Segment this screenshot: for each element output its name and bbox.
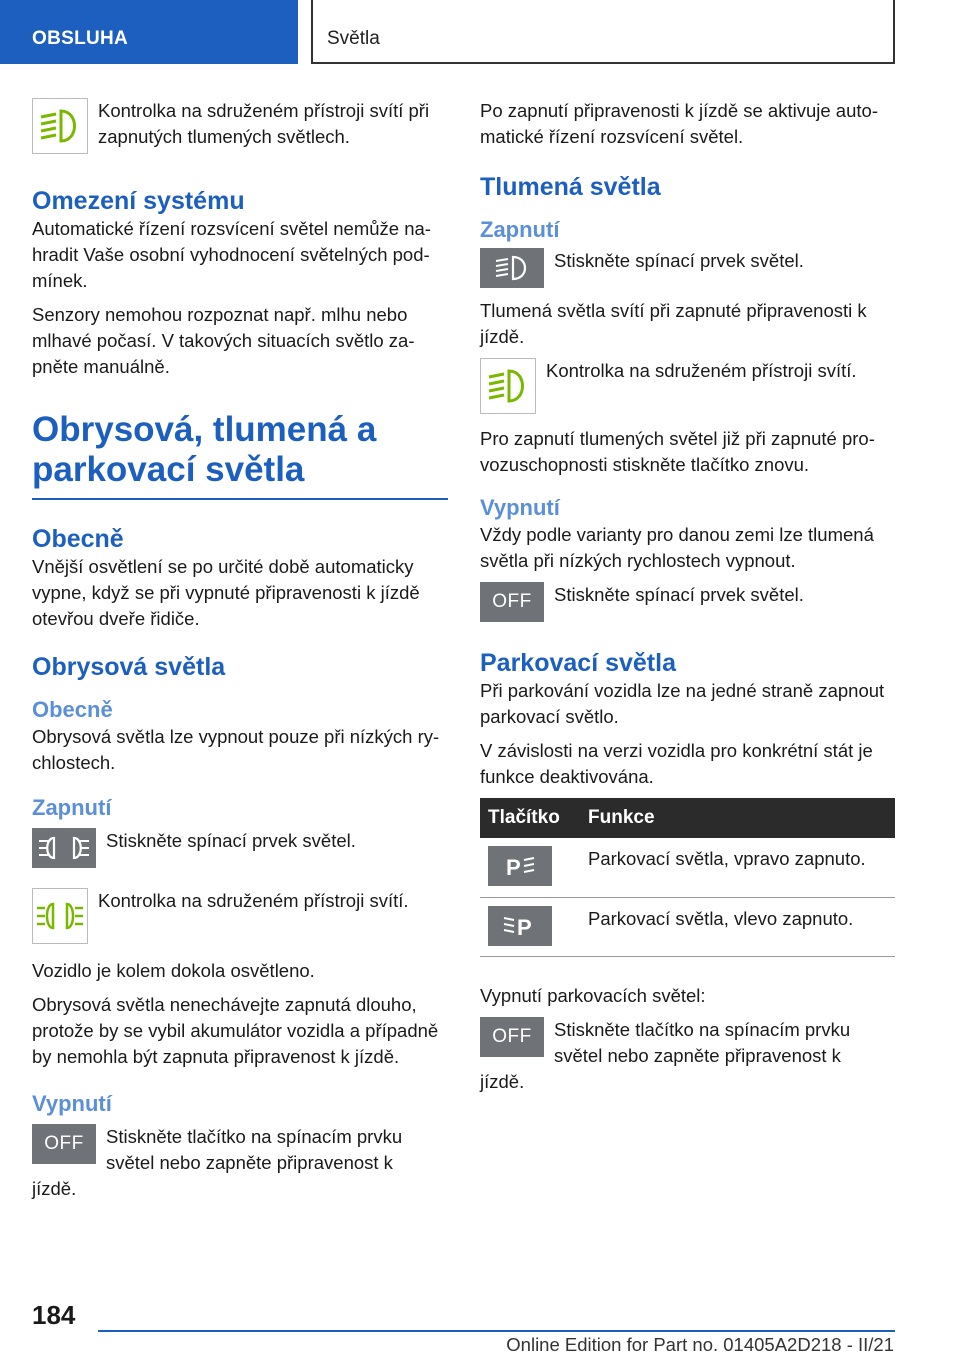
- tlumena-paragraph-1: Tlumená světla svítí při zapnuté připravenosti k jízdě.: [480, 300, 867, 347]
- parking-light-switch-row: [32, 828, 448, 868]
- off-button-row: [32, 1124, 448, 1176]
- off-instruction-continued: jízdě.: [480, 1070, 525, 1092]
- subtitle-zapnuti: Zapnutí: [480, 217, 560, 242]
- svg-text:P: P: [506, 855, 521, 880]
- section-label: OBSLUHA: [32, 28, 129, 49]
- footer-divider: [98, 1330, 895, 1332]
- table-row: [480, 838, 895, 897]
- parking-off-intro: Vypnutí parkovacích světel:: [480, 984, 706, 1006]
- vypnuti-paragraph: Vždy podle varianty pro danou zemi lze tlumená světla při nízkých rychlostech vypnout.: [480, 524, 874, 571]
- off-instruction-continued: jízdě.: [32, 1178, 77, 1199]
- section-title-obrysova: Obrysová světla: [32, 653, 226, 681]
- low-beam-indicator-row: [480, 358, 896, 414]
- parking-light-switch-icon: [32, 828, 96, 868]
- parking-right-button-icon: [488, 846, 552, 886]
- section-tab: [0, 0, 298, 64]
- page-number: 184: [32, 1300, 76, 1330]
- left-column: [32, 98, 448, 1210]
- section-title-parkovaci: Parkovací světla: [480, 649, 676, 677]
- column-header-function: Funkce: [580, 798, 895, 838]
- table-cell-icon: [480, 897, 580, 956]
- off-label: OFF: [492, 591, 532, 612]
- footer-edition: [506, 1334, 894, 1356]
- table-cell-function: Parkovací světla, vpravo zapnuto.: [580, 838, 895, 897]
- off-instruction: Stiskněte tlačítko na spínacím prvku světel nebo zapněte připravenost k: [106, 1126, 403, 1173]
- section-title-tlumena: Tlumená světla: [480, 173, 661, 201]
- parkovaci-paragraph-1: Při parkování vozidla lze na jedné straně zapnout parkovací světlo.: [480, 680, 885, 727]
- section-title-obecne: Obecně: [32, 525, 124, 553]
- parking-light-indicator-icon: [32, 888, 88, 944]
- chapter-label: Světla: [327, 28, 380, 49]
- low-beam-indicator-row: [32, 98, 448, 154]
- subtitle-vypnuti: Vypnutí: [480, 495, 560, 520]
- switch-instruction: Stiskněte spínací prvek světel.: [106, 830, 356, 851]
- off-button-icon: [480, 582, 544, 622]
- table-cell-function: Parkovací světla, vlevo zapnuto.: [580, 897, 895, 956]
- obrysova-obecne-paragraph: Obrysová světla lze vypnout pouze při nízkých rychlostech.: [32, 726, 440, 773]
- subtitle-obecne: Obecně: [32, 697, 113, 722]
- svg-text:P: P: [517, 914, 532, 940]
- parking-indicator-row: [32, 888, 448, 944]
- obecne-paragraph: Vnější osvětlení se po určité době automaticky vypne, když se při vypnuté připravenosti k jízdě otevřou dveře řidiče.: [32, 556, 420, 629]
- indicator-description: Kontrolka na sdruženém přístroji svítí.: [98, 890, 409, 911]
- parkovaci-paragraph-2: V závislosti na verzi vozidla pro konkrétní stát je funkce deaktivována.: [480, 740, 873, 787]
- edition-text: Online Edition for Part no. 01405A2D218 - II/21: [506, 1334, 894, 1355]
- section-title-omezeni: Omezení systému: [32, 187, 245, 215]
- low-beam-switch-row: [480, 248, 896, 288]
- chapter-header: [311, 0, 895, 64]
- off-button-row: [480, 1017, 896, 1069]
- table-header-row: [480, 798, 895, 838]
- switch-instruction: Stiskněte spínací prvek světel.: [554, 584, 804, 605]
- omezeni-paragraph-1: Automatické řízení rozsvícení světel nemůže nahradit Vaše osobní vyhodnocení světelných podmínek.: [32, 218, 431, 291]
- parking-light-table: [480, 798, 895, 957]
- obrysova-paragraph-2: Obrysová světla nenechávejte zapnutá dlouho, protože by se vybil akumulátor vozidla a případně by nemohla být zapnuta připravenost k jízdě.: [32, 994, 439, 1067]
- tlumena-paragraph-2: Pro zapnutí tlumených světel již při zapnuté provozuschopnosti stiskněte tlačítko znovu.: [480, 428, 875, 475]
- table-row: [480, 897, 895, 956]
- off-button-icon: [480, 1017, 544, 1057]
- obrysova-paragraph-1: Vozidlo je kolem dokola osvětleno.: [32, 960, 315, 981]
- subtitle-zapnuti: Zapnutí: [32, 795, 112, 820]
- parking-left-button-icon: [488, 906, 552, 946]
- indicator-description: Kontrolka na sdruženém přístroji svítí při zapnutých tlumených světlech.: [98, 100, 430, 147]
- indicator-description: Kontrolka na sdruženém přístroji svítí.: [546, 360, 857, 381]
- low-beam-switch-icon: [480, 248, 544, 288]
- right-column: [480, 98, 896, 1103]
- subtitle-vypnuti: Vypnutí: [32, 1091, 112, 1116]
- off-button-row: [480, 582, 896, 622]
- intro-paragraph: Po zapnutí připravenosti k jízdě se aktivuje automatické řízení rozsvícení světel.: [480, 100, 878, 147]
- off-instruction: Stiskněte tlačítko na spínacím prvku světel nebo zapněte připravenost k: [554, 1018, 851, 1066]
- off-button-icon: [32, 1124, 96, 1164]
- switch-instruction: Stiskněte spínací prvek světel.: [554, 250, 804, 271]
- table-cell-icon: [480, 838, 580, 897]
- off-label: OFF: [44, 1133, 84, 1154]
- low-beam-indicator-icon: [32, 98, 88, 154]
- off-label: OFF: [492, 1025, 532, 1047]
- main-title: Obrysová, tlumená a parkovací světla: [32, 410, 377, 489]
- title-divider: [32, 498, 448, 500]
- low-beam-indicator-icon: [480, 358, 536, 414]
- omezeni-paragraph-2: Senzory nemohou rozpoznat např. mlhu nebo mlhavé počasí. V takových situacích světlo zapněte manuálně.: [32, 304, 415, 377]
- column-header-button: Tlačítko: [480, 798, 580, 838]
